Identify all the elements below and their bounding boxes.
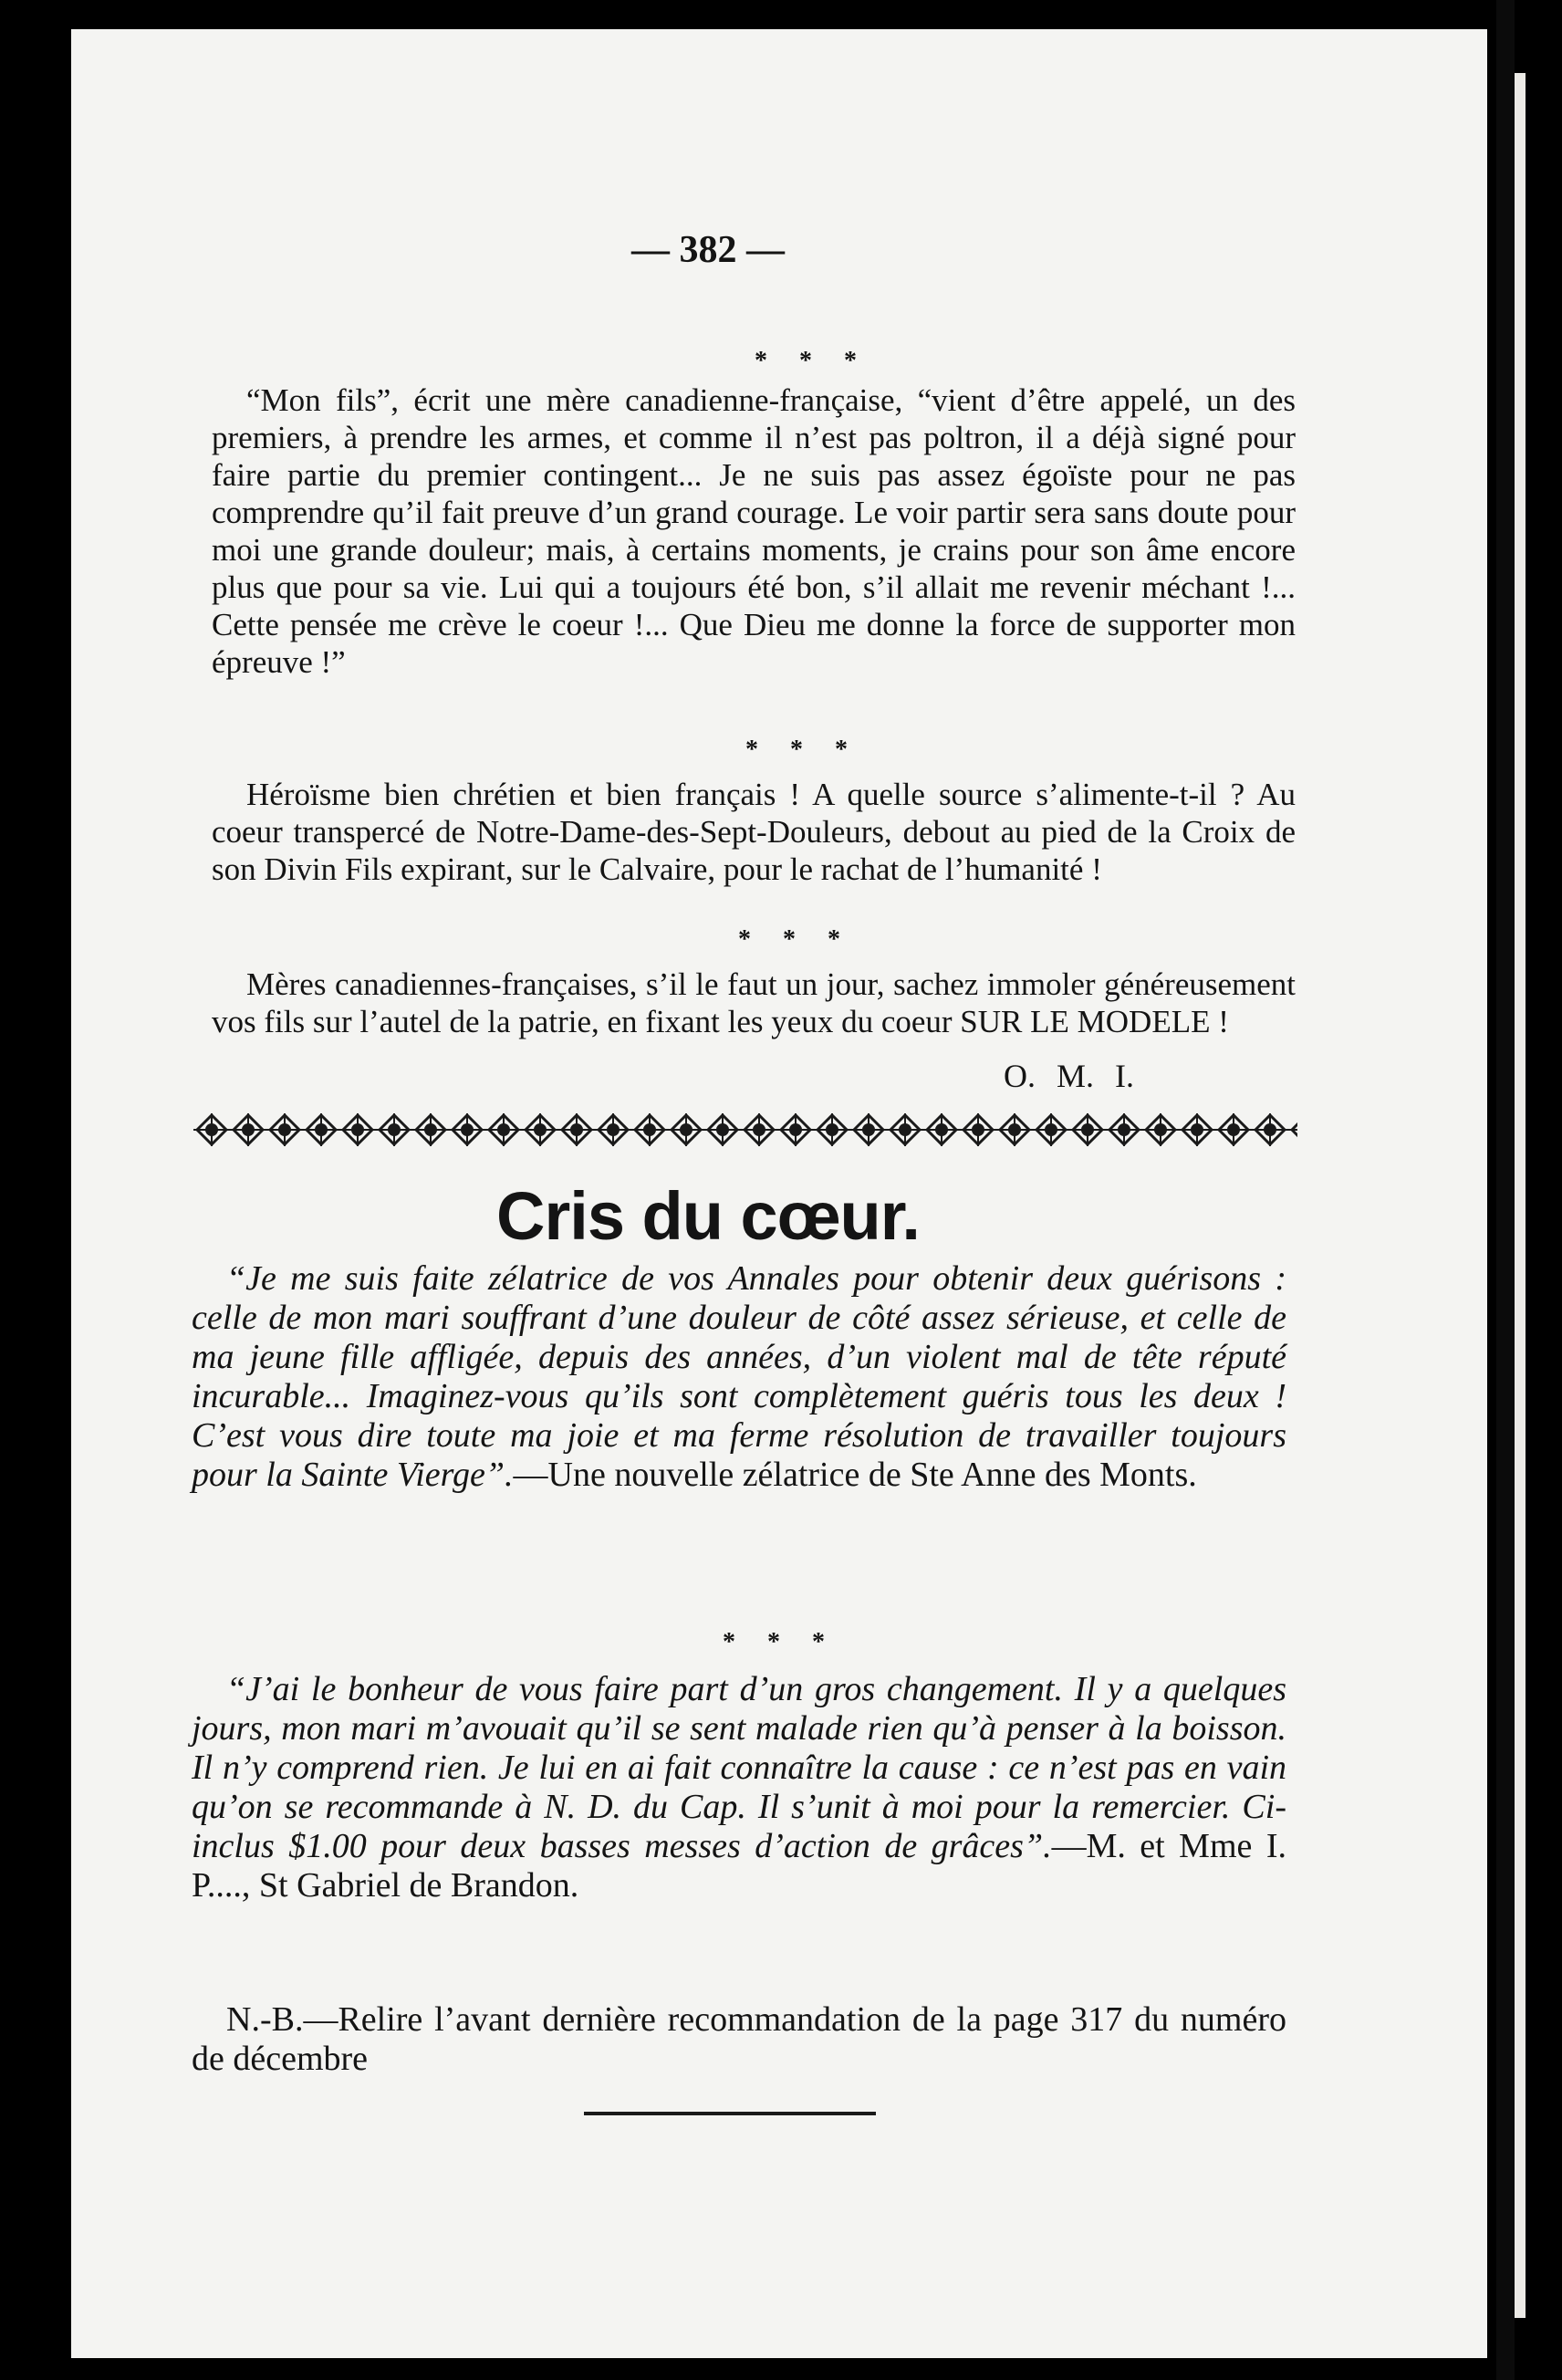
- testimony-one-quote: “Je me suis faite zélatrice de vos Annales pour obtenir deux guérisons : celle de mon mari souffrant d’une douleur de côté assez sérieuse, et celle de ma jeune fille affligée, depuis des années, d’un violent mal de tête réputé incurable... Imaginez-vous qu’ils sont complètement guéris tous les deux ! C’est vous dire toute ma joie et ma ferme résolution de travailler toujours pour la Sainte Vierge”.: [192, 1259, 1286, 1494]
- next-page-edge: [1515, 73, 1526, 2318]
- ornamental-border: [193, 1112, 1297, 1148]
- testimony-two-attribution: —M. et Mme I. P...., St Gabriel de Brandon.: [192, 1827, 1286, 1905]
- paragraph-mothers-appeal: Mères canadiennes-françaises, s’il le faut un jour, sachez immoler généreusement vos fils sur l’autel de la patrie, en fixant les yeux du coeur SUR LE MODELE !: [212, 966, 1296, 1039]
- separator-stars: * * *: [723, 1628, 838, 1656]
- paragraph-heroism: Héroïsme bien chrétien et bien français ! A quelle source s’alimente-t-il ? Au coeur transpercé de Notre-Dame-des-Sept-Douleurs, debout au pied de la Croix de son Divin Fils expirant, sur le Calvaire, pour le rachat de l’humanité !: [212, 777, 1296, 887]
- paragraph-mother-letter: “Mon fils”, écrit une mère canadienne-française, “vient d’être appelé, un des premiers, à prendre les armes, et comme il n’est pas poltron, il a déjà signé pour faire partie du premier contingent... Je ne suis pas assez égoïste pour ne pas comprendre qu’il fait preuve d’un grand courage. Le voir partir sera sans doute pour moi une grande douleur; mais, à certains moments, je crains pour son âme encore plus que pour sa vie. Lui qui a toujours été bon, s’il allait me revenir méchant !... Cette pensée me crève le coeur !... Que Dieu me donne la force de supporter mon épreuve !”: [212, 382, 1296, 680]
- testimony-one-attribution: —Une nouvelle zélatrice de Ste Anne des Monts.: [513, 1456, 1197, 1494]
- separator-stars: * * *: [738, 925, 853, 954]
- separator-stars: * * *: [755, 347, 870, 375]
- signature: O. M. I.: [1004, 1058, 1134, 1094]
- testimony-two-quote: “J’ai le bonheur de vous faire part d’un gros changement. Il y a quelques jours, mon mari m’avouait qu’il se sent malade rien qu’à penser à la boisson. Il n’y comprend rien. Je lui en ai fait connaître la cause : ce n’est pas en vain qu’on se recommande à N. D. du Cap. Il s’unit à moi pour la remercier. Ci-inclus $1.00 pour deux basses messes d’action de grâces”.: [192, 1670, 1286, 1865]
- book-spine: [1496, 0, 1515, 2380]
- testimony-two: [192, 1670, 1286, 1905]
- nota-bene: N.-B.—Relire l’avant dernière recommandation de la page 317 du numéro de décembre: [192, 2000, 1286, 2078]
- testimony-one: [192, 1259, 1286, 1495]
- section-title: Cris du cœur.: [496, 1178, 920, 1254]
- page-number: — 382 —: [631, 229, 785, 271]
- separator-stars: * * *: [745, 736, 860, 764]
- decorative-rule: [584, 2110, 876, 2117]
